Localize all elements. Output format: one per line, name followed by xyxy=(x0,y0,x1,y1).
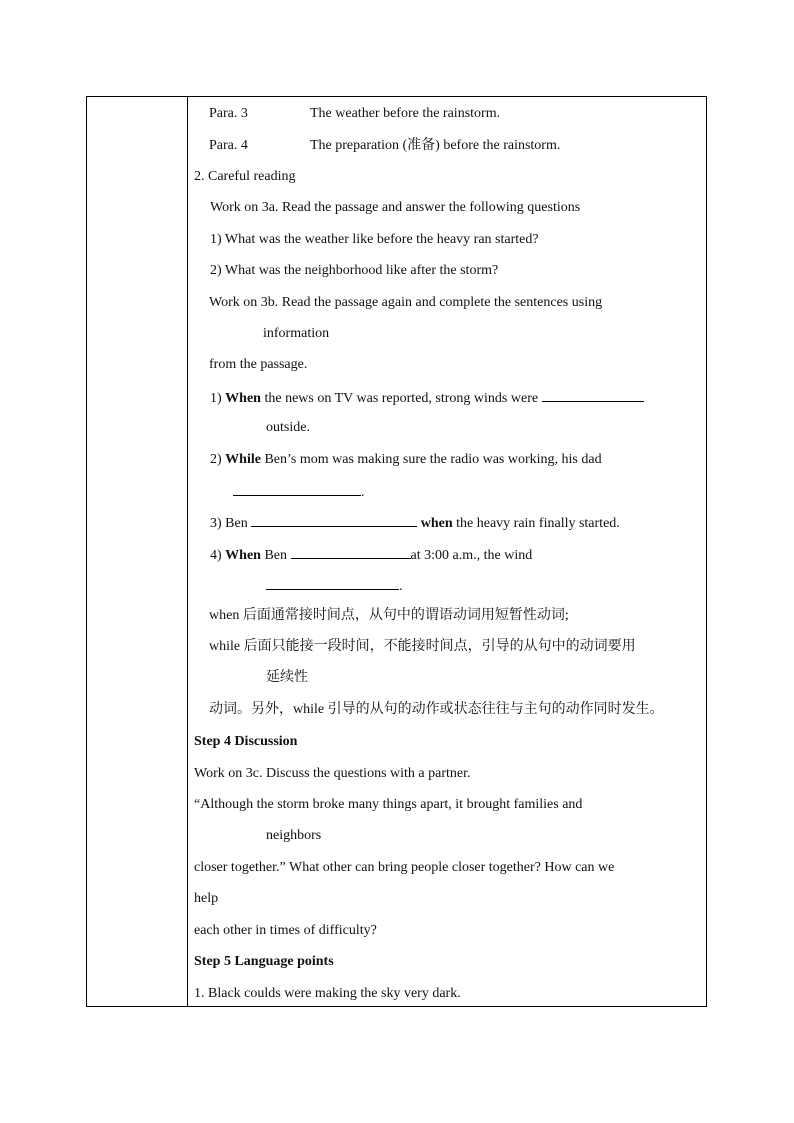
para4-text: The preparation (准备) before the rainstorm. xyxy=(310,138,561,153)
note-when: when 后面通常接时间点，从句中的谓语动词用短暂性动词; xyxy=(209,608,569,623)
para4-label: Para. 4 xyxy=(209,138,248,153)
sentence-4-keyword: When xyxy=(225,548,261,563)
sentence-2 xyxy=(210,452,602,468)
blank-4[interactable] xyxy=(291,546,411,559)
para3-label: Para. 3 xyxy=(209,106,248,121)
column-divider xyxy=(187,97,188,1006)
sentence-4-num: 4) xyxy=(210,548,226,563)
sentence-3-keyword: when xyxy=(420,516,453,531)
step4-heading: Step 4 Discussion xyxy=(194,734,298,749)
sentence-2-keyword: While xyxy=(225,452,261,467)
careful-reading-heading: 2. Careful reading xyxy=(194,169,296,184)
quote-line-1: “Although the storm broke many things apart, it brought families and xyxy=(194,797,583,812)
sentence-3 xyxy=(210,514,620,532)
language-point-1: 1. Black coulds were making the sky very dark. xyxy=(194,986,461,1001)
blank-1[interactable] xyxy=(542,389,644,402)
work-3a-instruction: Work on 3a. Read the passage and answer the following questions xyxy=(210,200,581,215)
quote-line-2: neighbors xyxy=(266,828,322,843)
step5-heading: Step 5 Language points xyxy=(194,954,334,969)
sentence-2-num: 2) xyxy=(210,452,226,467)
sentence-1-end: outside. xyxy=(266,420,310,435)
quote-line-3: closer together.” What other can bring people closer together? How can we xyxy=(194,860,615,875)
sentence-1-keyword: When xyxy=(225,391,261,406)
question-2: 2) What was the neighborhood like after the storm? xyxy=(210,263,499,278)
work-3b-continuation: information xyxy=(263,326,330,341)
sentence-4 xyxy=(210,546,532,564)
quote-line-5: each other in times of difficulty? xyxy=(194,923,377,938)
sentence-2-period: . xyxy=(361,485,365,500)
question-1: 1) What was the weather like before the heavy ran started? xyxy=(210,232,539,247)
note-while-end: 动词。另外，while 引导的从句的动作或状态往往与主句的动作同时发生。 xyxy=(209,702,664,717)
sentence-3-text: the heavy rain finally started. xyxy=(452,516,620,531)
sentence-2-text: Ben’s mom was making sure the radio was working, his dad xyxy=(260,452,602,467)
note-while: while 后面只能接一段时间，不能接时间点，引导的从句中的动词要用 xyxy=(209,639,636,654)
sentence-4-period: . xyxy=(399,579,403,594)
sentence-4-mid: Ben xyxy=(260,548,291,563)
sentence-4-text: at 3:00 a.m., the wind xyxy=(410,548,533,563)
para3-text: The weather before the rainstorm. xyxy=(310,106,501,121)
sentence-2-end xyxy=(233,483,365,501)
note-while-continuation: 延续性 xyxy=(266,670,308,685)
sentence-3-start: 3) Ben xyxy=(210,516,252,531)
work-3c-instruction: Work on 3c. Discuss the questions with a partner. xyxy=(194,766,471,781)
sentence-4-end xyxy=(266,577,403,595)
work-3b-end: from the passage. xyxy=(209,357,308,372)
quote-line-4: help xyxy=(194,891,219,906)
sentence-1-num: 1) xyxy=(210,391,226,406)
blank-5[interactable] xyxy=(266,577,399,590)
sentence-1 xyxy=(210,389,644,407)
blank-3[interactable] xyxy=(251,514,417,527)
blank-2[interactable] xyxy=(233,483,361,496)
sentence-1-text: the news on TV was reported, strong winds were xyxy=(260,391,542,406)
work-3b-instruction: Work on 3b. Read the passage again and complete the sentences using xyxy=(209,295,603,310)
